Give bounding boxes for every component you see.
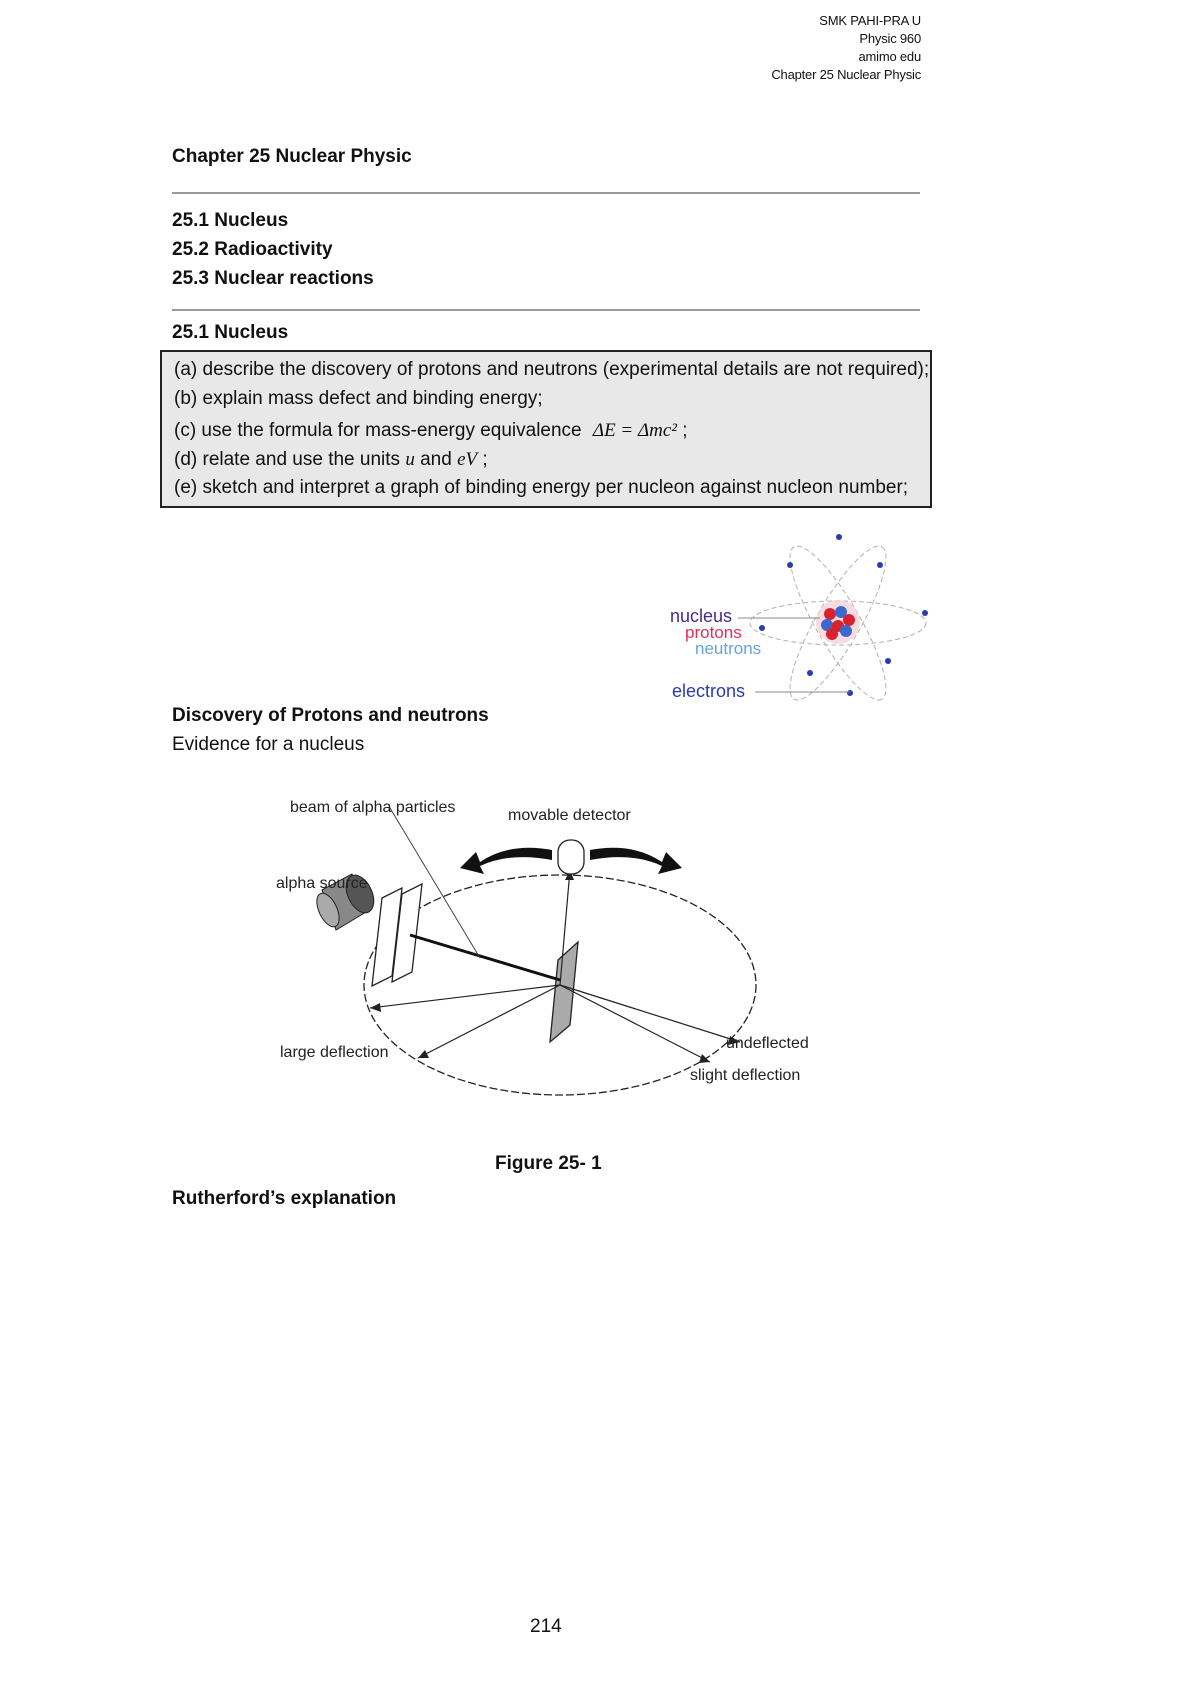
mass-energy-formula: ΔE = Δmc² <box>592 420 678 441</box>
undeflected-label: undeflected <box>726 1035 809 1052</box>
unit-ev: eV <box>457 448 478 470</box>
electron-dot <box>847 690 853 696</box>
path-slight-deflection <box>560 985 710 1062</box>
path-undeflected <box>560 985 740 1042</box>
electron-dot <box>877 562 883 568</box>
detector-body <box>558 840 584 874</box>
detector-arrow-right <box>590 848 682 874</box>
figure-caption: Figure 25- 1 <box>495 1153 602 1174</box>
protons-label: protons <box>685 623 742 642</box>
electrons-label: electrons <box>672 681 746 701</box>
objective-d-text: (d) relate and use the units <box>174 448 401 470</box>
page-number: 214 <box>530 1616 562 1637</box>
electron-dot <box>807 670 813 676</box>
electron-dot <box>759 625 765 631</box>
electron-dot <box>836 534 842 540</box>
toc-item: 25.2 Radioactivity <box>172 239 333 260</box>
nucleus-cluster <box>816 600 860 644</box>
section-heading: 25.1 Nucleus <box>172 322 289 343</box>
objective-b: (b) explain mass defect and binding energy; <box>174 387 543 409</box>
beam-label: beam of alpha particles <box>290 799 456 816</box>
toc-item: 25.3 Nuclear reactions <box>172 268 374 289</box>
electron-dot <box>885 658 891 664</box>
large-deflection-label: large deflection <box>280 1044 389 1061</box>
detector-icon <box>460 840 682 874</box>
objective-d-and: and <box>420 448 452 470</box>
objective-c <box>174 417 918 446</box>
electron-dot <box>922 610 928 616</box>
header-chapter: Chapter 25 Nuclear Physic <box>771 67 921 82</box>
objective-e: (e) sketch and interpret a graph of binding energy per nucleon against nucleon number; <box>174 477 909 498</box>
slight-deflection-label: slight deflection <box>690 1067 801 1084</box>
table-of-contents <box>172 206 374 293</box>
proton-ball <box>824 608 836 620</box>
running-header <box>771 12 921 84</box>
unit-u: u <box>405 448 415 470</box>
proton-ball <box>843 614 855 626</box>
rutherford-heading: Rutherford’s explanation <box>172 1188 397 1209</box>
objective-d-end: ; <box>482 448 488 470</box>
toc-item: 25.1 Nucleus <box>172 210 289 231</box>
chapter-title: Chapter 25 Nuclear Physic <box>172 146 412 167</box>
detector-label: movable detector <box>508 807 631 824</box>
rutherford-scattering-figure <box>270 790 840 1140</box>
divider-bottom <box>172 309 920 311</box>
objective-c-end: ; <box>682 420 688 441</box>
arrowhead <box>370 1003 381 1012</box>
evidence-text: Evidence for a nucleus <box>172 734 365 755</box>
objective-a: (a) describe the discovery of protons and neutrons (experimental details are not required); <box>174 359 930 380</box>
discovery-heading: Discovery of Protons and neutrons <box>172 705 489 726</box>
arrowhead <box>699 1054 710 1063</box>
neutrons-label: neutrons <box>695 639 762 658</box>
nucleus-label: nucleus <box>670 606 733 626</box>
arrowhead <box>418 1050 429 1058</box>
path-back-scatter <box>418 985 560 1058</box>
alpha-beam <box>410 935 560 980</box>
path-large-deflection <box>370 985 560 1008</box>
atom-diagram <box>660 530 930 705</box>
learning-objectives-box <box>160 350 932 508</box>
electron-dot <box>787 562 793 568</box>
objective-d <box>174 446 918 475</box>
proton-ball <box>826 628 838 640</box>
objective-c-text: (c) use the formula for mass-energy equivalence <box>174 420 582 441</box>
neutron-ball <box>840 625 852 637</box>
header-author: amimo edu <box>858 49 921 64</box>
header-school: SMK PAHI-PRA U <box>819 13 921 28</box>
divider-top <box>172 192 920 194</box>
detector-arrow-left <box>460 848 552 874</box>
source-label: alpha source <box>276 875 368 892</box>
header-subject: Physic 960 <box>859 31 921 46</box>
